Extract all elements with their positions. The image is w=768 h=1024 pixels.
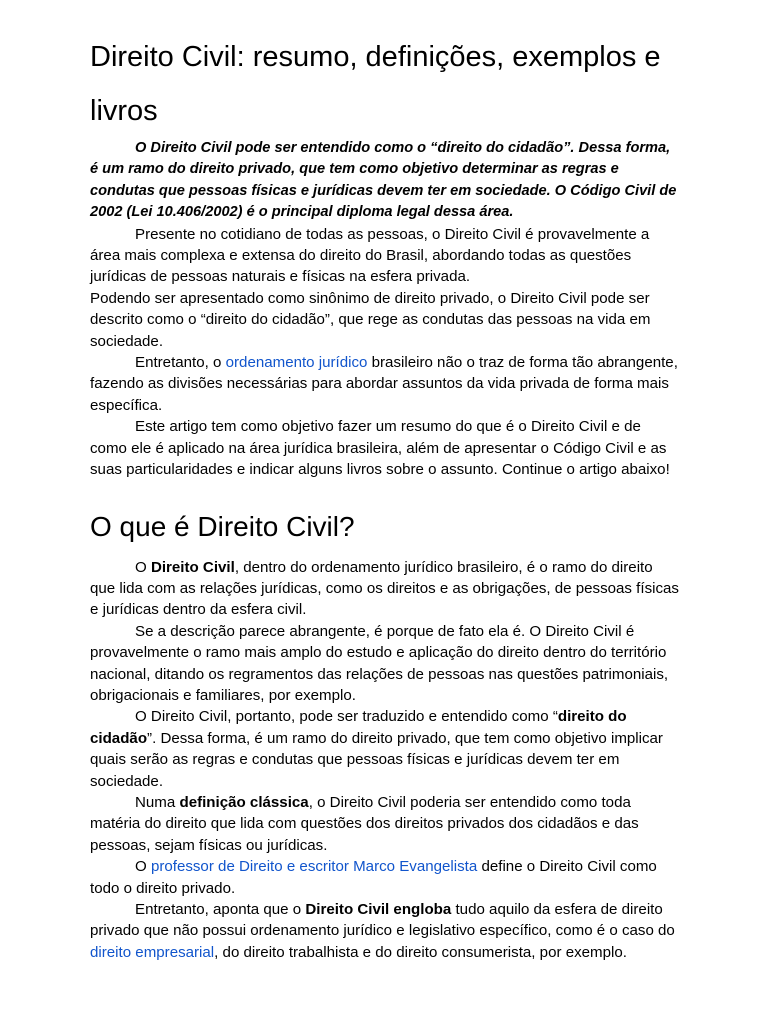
article bbox=[90, 30, 680, 963]
paragraph-text: , dentro do ordenamento jurídico brasileiro, é o ramo do direito que lida com as relações jurídicas, como os direitos e as obrigações, de pessoas físicas e jurídicas dentro da esfera civil. bbox=[90, 558, 679, 619]
intro-paragraph-2: Podendo ser apresentado como sinônimo de direito privado, o Direito Civil pode ser descrito como o “direito do cidadão”, que rege as condutas das pessoas na vida em sociedade. bbox=[90, 289, 651, 350]
bold-term: Direito Civil engloba bbox=[305, 901, 452, 918]
professor-marco-evangelista-link[interactable]: professor de Direito e escritor Marco Evangelista bbox=[150, 858, 478, 876]
direito-empresarial-link[interactable]: direito empresarial bbox=[90, 943, 215, 961]
paragraph-text: Entretanto, aponta que o bbox=[135, 901, 306, 918]
paragraph-text: , do direito trabalhista e do direito consumerista, por exemplo. bbox=[214, 943, 627, 961]
paragraph-text: tudo aquilo da esfera de direito privado que não possui ordenamento jurídico e legislativo específico, como é o caso do bbox=[90, 901, 675, 940]
paragraph-text: define o Direito Civil como todo o direito privado. bbox=[90, 858, 657, 897]
intro-paragraph-3 bbox=[90, 352, 680, 416]
section-paragraph-4 bbox=[90, 792, 680, 856]
paragraph-text: O bbox=[135, 558, 151, 576]
paragraph-text: ”. Dessa forma, é um ramo do direito privado, que tem como objetivo implicar quais serão as regras e condutas que pessoas físicas e jurídicas devem ter em sociedade. bbox=[90, 729, 663, 790]
section-paragraph-5 bbox=[90, 856, 680, 899]
bold-term: direito do cidadão bbox=[90, 708, 627, 747]
page-title: Direito Civil: resumo, definições, exemplos e livros bbox=[90, 41, 661, 127]
paragraph-text: O Direito Civil, portanto, pode ser traduzido e entendido como “ bbox=[135, 708, 558, 726]
ordenamento-juridico-link[interactable]: ordenamento jurídico bbox=[225, 354, 368, 372]
paragraph-text: Entretanto, o bbox=[135, 354, 226, 372]
paragraph-text: brasileiro não o traz de forma tão abrangente, fazendo as divisões necessárias para abordar assuntos da vida privada de forma mais específica. bbox=[90, 354, 678, 414]
section-paragraph-3 bbox=[90, 706, 680, 792]
section-paragraph-2: Se a descrição parece abrangente, é porque de fato ela é. O Direito Civil é provavelmente o ramo mais amplo do estudo e aplicação do direito dentro do território nacional, ditando os regramentos das relações de pessoas nas questões patrimoniais, obrigacionais e familiares, por exemplo. bbox=[90, 622, 669, 704]
intro-paragraph-1: Presente no cotidiano de todas as pessoas, o Direito Civil é provavelmente a área mais complexa e extensa do direito do Brasil, abordando todas as questões jurídicas de pessoas naturais e físicas na esfera privada. bbox=[90, 225, 650, 286]
paragraph-text: O bbox=[135, 858, 151, 876]
bold-term: definição clássica bbox=[179, 793, 309, 811]
paragraph-text: Numa bbox=[135, 793, 180, 811]
lead-paragraph: O Direito Civil pode ser entendido como o “direito do cidadão”. Dessa forma, é um ramo do direito privado, que tem como objetivo determinar as regras e condutas que pessoas físicas e jurídicas devem ter em sociedade. O Código Civil de 2002 (Lei 10.406/2002) é o principal diploma legal dessa área. bbox=[90, 140, 677, 221]
intro-paragraph-4: Este artigo tem como objetivo fazer um resumo do que é o Direito Civil e de como ele é aplicado na área jurídica brasileira, além de apresentar o Código Civil e as suas particularidades e indicar alguns livros sobre o assunto. Continue o artigo abaixo! bbox=[90, 418, 670, 479]
section-paragraph-1 bbox=[90, 557, 680, 621]
bold-term: Direito Civil bbox=[150, 558, 235, 576]
section-paragraph-6 bbox=[90, 899, 680, 963]
paragraph-text: , o Direito Civil poderia ser entendido como toda matéria do direito que lida com questões dos direitos privados dos cidadãos e das pessoas, sejam físicas ou jurídicas. bbox=[90, 793, 639, 854]
section-heading: O que é Direito Civil? bbox=[90, 510, 355, 542]
